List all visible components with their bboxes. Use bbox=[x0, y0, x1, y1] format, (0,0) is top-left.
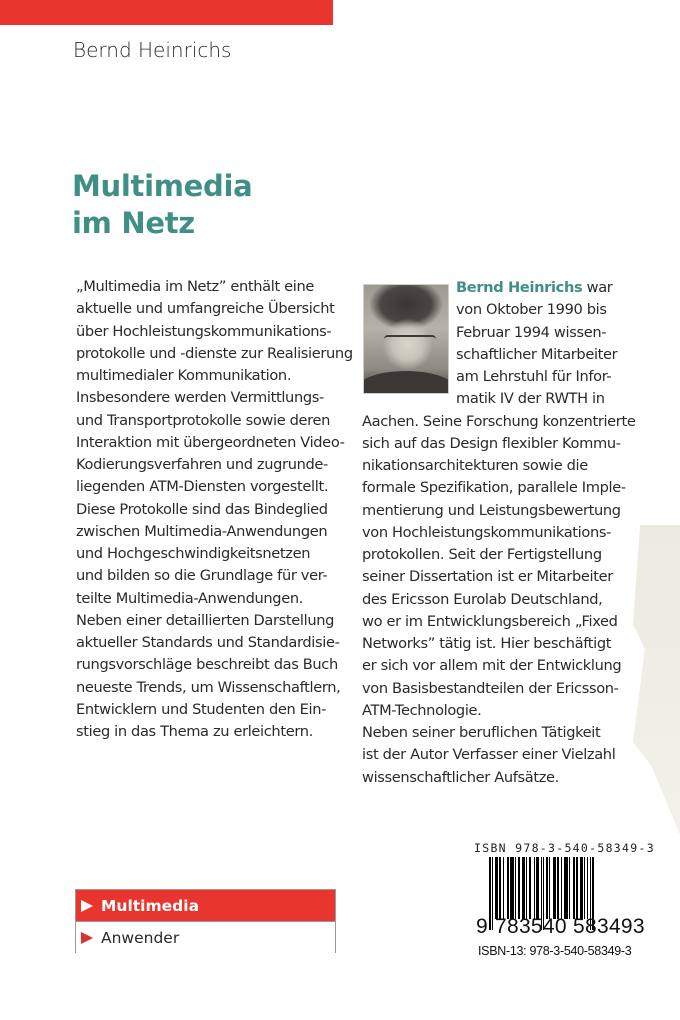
bio-line: am Lehrstuhl für Infor- bbox=[456, 368, 612, 385]
author-name: Bernd Heinrichs bbox=[73, 38, 232, 62]
isbn-header: ISBN 978-3-540-58349-3 bbox=[474, 841, 655, 855]
bio-line: Aachen. Seine Forschung konzentrierte bbox=[362, 412, 636, 430]
bio-line: wo er im Entwicklungsbereich „Fixed bbox=[362, 612, 618, 630]
description-line: Insbesondere werden Vermittlungs- bbox=[76, 389, 324, 407]
author-bio bbox=[362, 277, 635, 789]
book-description bbox=[76, 276, 353, 743]
description-line: und bilden so die Grundlage für ver- bbox=[76, 567, 328, 585]
bio-line-rest: war bbox=[582, 279, 613, 296]
ean-first-digit: 9 bbox=[476, 915, 488, 938]
description-line: multimedialer Kommunikation. bbox=[76, 367, 292, 384]
description-line: Interaktion mit übergeordneten Video- bbox=[76, 433, 345, 451]
description-line: Entwicklern und Studenten den Ein- bbox=[76, 700, 327, 718]
description-line: neueste Trends, um Wissenschaftlern, bbox=[76, 678, 341, 696]
ean-right-group: 583493 bbox=[573, 915, 645, 938]
description-line: „Multimedia im Netz” enthält eine bbox=[76, 278, 314, 295]
bio-line: er sich vor allem mit der Entwicklung bbox=[362, 657, 622, 675]
bio-line: ATM-Technologie. bbox=[362, 701, 482, 719]
description-line: und Hochgeschwindigkeitsnetzen bbox=[76, 545, 311, 562]
description-line: teilte Multimedia-Anwendungen. bbox=[76, 589, 304, 607]
category-menu bbox=[75, 889, 336, 953]
description-line: aktuelle und umfangreiche Übersicht bbox=[76, 300, 335, 318]
bio-author-name: Bernd Heinrichs bbox=[456, 279, 583, 296]
bio-line: wissenschaftlicher Aufsätze. bbox=[362, 768, 559, 786]
category-item-multimedia[interactable] bbox=[76, 890, 335, 922]
bio-line: des Ericsson Eurolab Deutschland, bbox=[362, 590, 603, 608]
top-red-bar bbox=[0, 0, 333, 25]
triangle-right-icon bbox=[81, 900, 93, 912]
bio-line: Februar 1994 wissen- bbox=[456, 323, 607, 341]
description-line: liegenden ATM-Diensten vorgestellt. bbox=[76, 478, 329, 496]
isbn13-label: ISBN-13: 978-3-540-58349-3 bbox=[478, 944, 632, 958]
description-line: Diese Protokolle sind das Bindeglied bbox=[76, 500, 328, 518]
bio-line: von Basisbestandteilen der Ericsson- bbox=[362, 679, 619, 697]
description-line: aktueller Standards und Standardisie- bbox=[76, 634, 340, 651]
bio-line: schaftlicher Mitarbeiter bbox=[456, 345, 618, 363]
triangle-right-icon bbox=[81, 932, 93, 944]
description-line: über Hochleistungskommunikations- bbox=[76, 322, 332, 340]
barcode-icon bbox=[489, 857, 624, 919]
description-line: rungsvorschläge beschreibt das Buch bbox=[76, 656, 338, 674]
ean-left-group: 783540 bbox=[494, 915, 567, 938]
bio-line: ist der Autor Verfasser einer Vielzahl bbox=[362, 746, 616, 764]
description-line: Kodierungsverfahren und zugrunde- bbox=[76, 456, 328, 473]
description-line: zwischen Multimedia-Anwendungen bbox=[76, 522, 328, 540]
category-label: Anwender bbox=[101, 928, 180, 947]
title-line-2: im Netz bbox=[72, 206, 195, 240]
category-label: Multimedia bbox=[101, 896, 200, 915]
decorative-shape bbox=[633, 525, 680, 835]
description-line: Neben einer detaillierten Darstellung bbox=[76, 611, 335, 629]
bio-line: matik IV der RWTH in bbox=[456, 390, 605, 408]
bio-line: protokollen. Seit der Fertigstellung bbox=[362, 546, 602, 563]
bio-line: von Oktober 1990 bis bbox=[456, 301, 607, 319]
bio-line: seiner Dissertation ist er Mitarbeiter bbox=[362, 568, 613, 586]
bio-line: Neben seiner beruflichen Tätigkeit bbox=[362, 724, 601, 741]
title-line-1: Multimedia bbox=[72, 169, 253, 203]
bio-line: nikationsarchitekturen sowie die bbox=[362, 457, 588, 474]
bio-line: von Hochleistungskommunikations- bbox=[362, 523, 612, 541]
description-line: stieg in das Thema zu erleichtern. bbox=[76, 723, 313, 740]
description-line: protokolle und -dienste zur Realisierung bbox=[76, 344, 353, 362]
category-item-anwender[interactable] bbox=[76, 922, 335, 953]
bio-line: sich auf das Design flexibler Kommu- bbox=[362, 434, 621, 452]
bio-line: mentierung und Leistungsbewertung bbox=[362, 501, 621, 519]
book-title bbox=[72, 168, 252, 242]
bio-line bbox=[362, 277, 635, 299]
description-line: und Transportprotokolle sowie deren bbox=[76, 411, 331, 429]
ean-digits bbox=[476, 915, 645, 939]
bio-line: formale Spezifikation, parallele Imple- bbox=[362, 479, 626, 497]
bio-line: Networks” tätig ist. Hier beschäftigt bbox=[362, 635, 612, 652]
